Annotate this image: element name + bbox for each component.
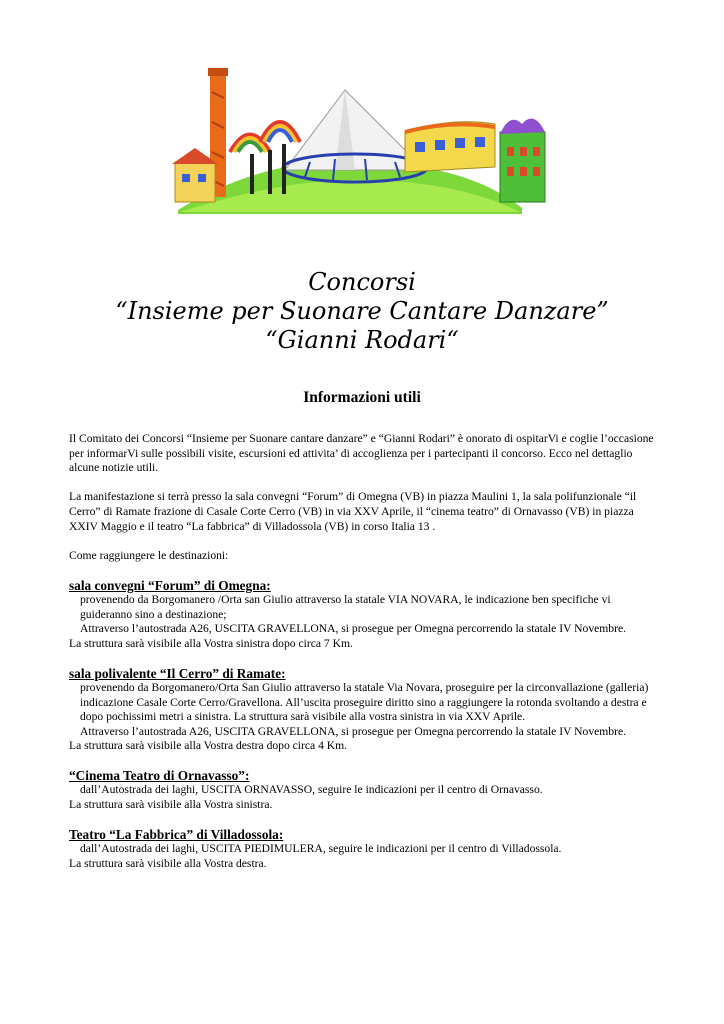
title-line-2: “Insieme per Suonare Cantare Danzare” [115,297,609,325]
section-omegna [69,578,654,651]
document-title [0,268,724,355]
route-text: dall’Autostrada dei laghi, USCITA ORNAVASSO, seguire le indicazioni per il centro di Ornavasso. [80,783,543,797]
intro-paragraph-2: La manifestazione si terrà presso la sala convegni “Forum” di Omegna (VB) in piazza Maulini 1, la sala polifunzionale “il Cerro” di Ramate frazione di Casale Corte Cerro (VB) in via XXV Aprile, il “cinema teatro” di Ornavasso (VB) in piazza XXIV Maggio e il teatro “La fabbrica” di Villadossola (VB) in corso Italia 13 . [69,490,637,533]
section-heading: sala convegni “Forum” di Omegna: [69,577,271,593]
location-note: La struttura sarà visibile alla Vostra sinistra. [69,798,273,812]
title-line-1: Concorsi [308,268,416,296]
location-note: La struttura sarà visibile alla Vostra destra. [69,856,267,870]
route-text: provenendo da Borgomanero /Orta san Giulio attraverso la statale VIA NOVARA, le indicazione ben specifiche vi guideranno sino a destinazione; [80,592,611,621]
route-text: Attraverso l’autostrada A26, USCITA GRAVELLONA, si prosegue per Omegna percorrendo la statale IV Novembre. [80,724,626,738]
document-body [69,432,654,871]
route-text: dall’Autostrada dei laghi, USCITA PIEDIMULERA, seguire le indicazioni per il centro di Villadossola. [80,842,562,856]
location-note: La struttura sarà visibile alla Vostra destra dopo circa 4 Km. [69,739,348,753]
document-subtitle: Informazioni utili [303,389,421,406]
town-illustration [170,62,555,214]
section-villadossola [69,827,654,871]
route-text: Attraverso l’autostrada A26, USCITA GRAVELLONA, si prosegue per Omegna percorrendo la statale IV Novembre. [80,622,626,636]
section-heading: Teatro “La Fabbrica” di Villadossola: [69,827,284,843]
intro-paragraph-1: Il Comitato dei Concorsi “Insieme per Suonare cantare danzare” e “Gianni Rodari” è onorato di ospitarVi e coglie l’occasione per informarVi sulle possibili visite, escursioni ed attivita’ di accoglienza per i partecipanti il concorso. Ecco nel dettaglio alcune notizie utili. [69,432,654,475]
section-ornavasso [69,768,654,812]
section-heading: sala polivalente “Il Cerro” di Ramate: [69,665,286,681]
title-line-3: “Gianni Rodari“ [265,326,459,354]
section-ramate [69,666,654,754]
section-heading: “Cinema Teatro di Ornavasso”: [69,768,250,784]
intro-paragraph-3: Come raggiungere le destinazioni: [69,548,229,562]
route-text: provenendo da Borgomanero/Orta San Giulio attraverso la statale Via Novara, proseguire per la circonvallazione (galleria) indicazione Casale Corte Cerro/Gravellona. All’uscita proseguire diritto sino a raggiungere la rotonda svoltando a destra e dopo pochissimi metri a sinistra. La struttura sarà visibile alla vostra sinistra in via XXV Aprile. [80,680,649,724]
location-note: La struttura sarà visibile alla Vostra sinistra dopo circa 7 Km. [69,636,353,650]
